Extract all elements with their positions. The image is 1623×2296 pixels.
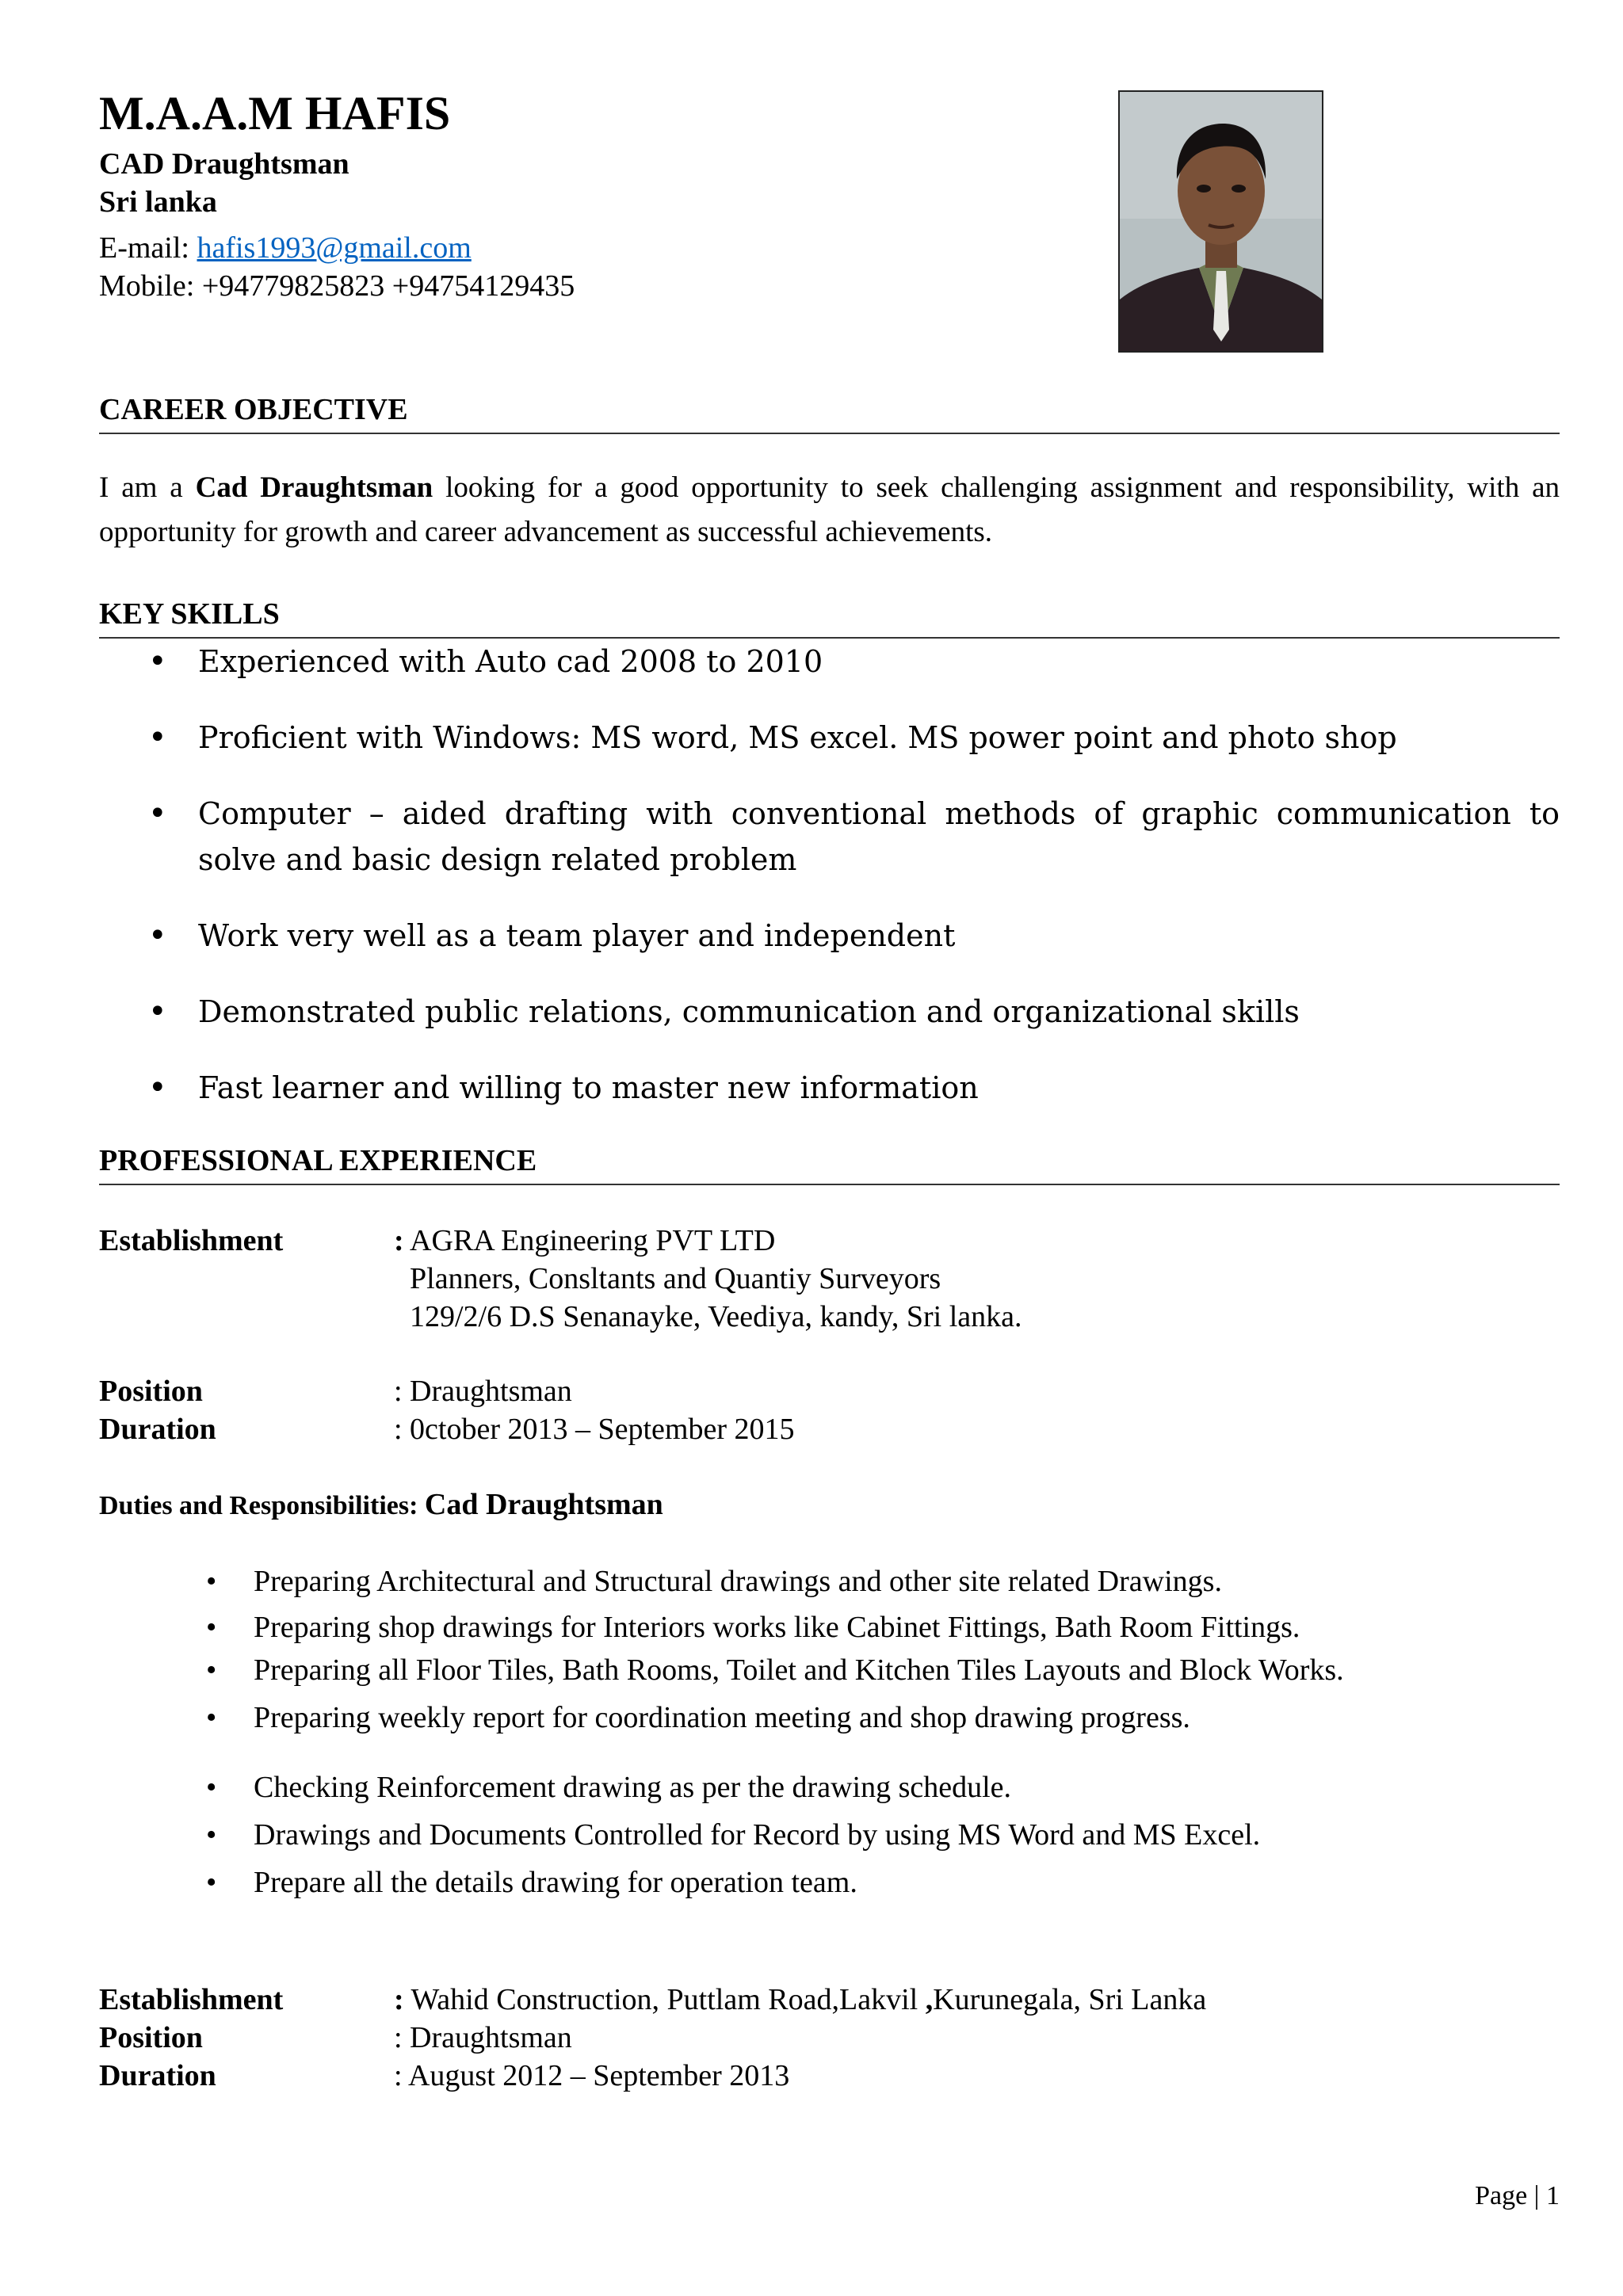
duration-label: Duration xyxy=(99,2059,216,2092)
duty-item: • Prepare all the details drawing for operation team. xyxy=(99,1860,1560,1905)
job2-duration: : August 2012 – September 2013 xyxy=(394,2059,790,2092)
job1-duration: : 0ctober 2013 – September 2015 xyxy=(394,1413,795,1446)
establishment-label: Establishment xyxy=(99,1983,284,2016)
duties-list-2 xyxy=(99,1765,1560,1905)
duties-heading: Duties and Responsibilities: Cad Draughtsman xyxy=(99,1488,663,1521)
duty-item: • Preparing weekly report for coordination meeting and shop drawing progress. xyxy=(99,1695,1560,1740)
objective-role: Cad Draughtsman xyxy=(195,471,433,504)
profile-photo xyxy=(1118,90,1323,353)
job1-meta xyxy=(99,1372,1560,1448)
job1-establishment: Establishment : AGRA Engineering PVT LTD Planners, Consltants and Quantiy Surveyors 129/2/6 D.S Senanayke, Veediya, kandy, Sri lanka. xyxy=(99,1222,1560,1336)
duties-list-1 xyxy=(99,1559,1560,1740)
duty-item: • Preparing all Floor Tiles, Bath Rooms, Toilet and Kitchen Tiles Layouts and Block Works. xyxy=(99,1648,1560,1692)
duty-item: • Drawings and Documents Controlled for Record by using MS Word and MS Excel. xyxy=(99,1813,1560,1857)
establishment-label: Establishment xyxy=(99,1224,284,1257)
duty-item: • Checking Reinforcement drawing as per the drawing schedule. xyxy=(99,1765,1560,1810)
skill-item: • Proficient with Windows: MS word, MS excel. MS power point and photo shop xyxy=(99,715,1560,761)
position-label: Position xyxy=(99,2021,203,2054)
section-key-skills: KEY SKILLS xyxy=(99,596,1560,639)
skill-item: • Computer – aided drafting with conventional methods of graphic communication to solve and basic design related problem xyxy=(99,791,1560,883)
job1-company-address: 129/2/6 D.S Senanayke, Veediya, kandy, Sri lanka. xyxy=(410,1300,1022,1333)
candidate-role: CAD Draughtsman xyxy=(99,147,349,181)
job1-company-desc: Planners, Consltants and Quantiy Surveyors xyxy=(410,1262,941,1295)
job2-position: : Draughtsman xyxy=(394,2021,572,2054)
duty-item: • Preparing shop drawings for Interiors works like Cabinet Fittings, Bath Room Fittings. xyxy=(99,1605,1560,1650)
candidate-name: M.A.A.M HAFIS xyxy=(99,87,451,139)
skill-item: • Demonstrated public relations, communication and organizational skills xyxy=(99,989,1560,1035)
email-line xyxy=(99,229,1050,267)
job2-company: Wahid Construction, Puttlam Road,Lakvil xyxy=(403,1983,926,2016)
header xyxy=(99,83,1050,305)
skills-list xyxy=(99,639,1560,1141)
job2-meta: Establishment : Wahid Construction, Puttlam Road,Lakvil ,Kurunegala, Sri Lanka Position : Draughtsman Duration : August 2012 – September 2013 xyxy=(99,1981,1560,2095)
email-link[interactable]: hafis1993@gmail.com xyxy=(197,231,472,265)
page-number: Page | 1 xyxy=(1475,2181,1560,2210)
job1-position: : Draughtsman xyxy=(394,1375,572,1408)
mobile-line: Mobile: +94779825823 +94754129435 xyxy=(99,269,575,303)
skill-item: • Fast learner and willing to master new information xyxy=(99,1065,1560,1111)
section-professional-experience: PROFESSIONAL EXPERIENCE xyxy=(99,1142,1560,1185)
duration-label: Duration xyxy=(99,1413,216,1446)
section-career-objective: CAREER OBJECTIVE xyxy=(99,391,1560,434)
candidate-country: Sri lanka xyxy=(99,185,217,219)
email-label: E-mail: xyxy=(99,231,197,265)
career-objective-text: I am a Cad Draughtsman looking for a good opportunity to seek challenging assignment and responsibility, with an opportunity for growth and career advancement as successful achievements. xyxy=(99,471,1560,548)
position-label: Position xyxy=(99,1375,203,1408)
duty-item: • Preparing Architectural and Structural drawings and other site related Drawings. xyxy=(99,1559,1560,1604)
skill-item: • Experienced with Auto cad 2008 to 2010 xyxy=(99,639,1560,685)
skill-item: • Work very well as a team player and independent xyxy=(99,913,1560,959)
job1-company: AGRA Engineering PVT LTD xyxy=(403,1224,776,1257)
